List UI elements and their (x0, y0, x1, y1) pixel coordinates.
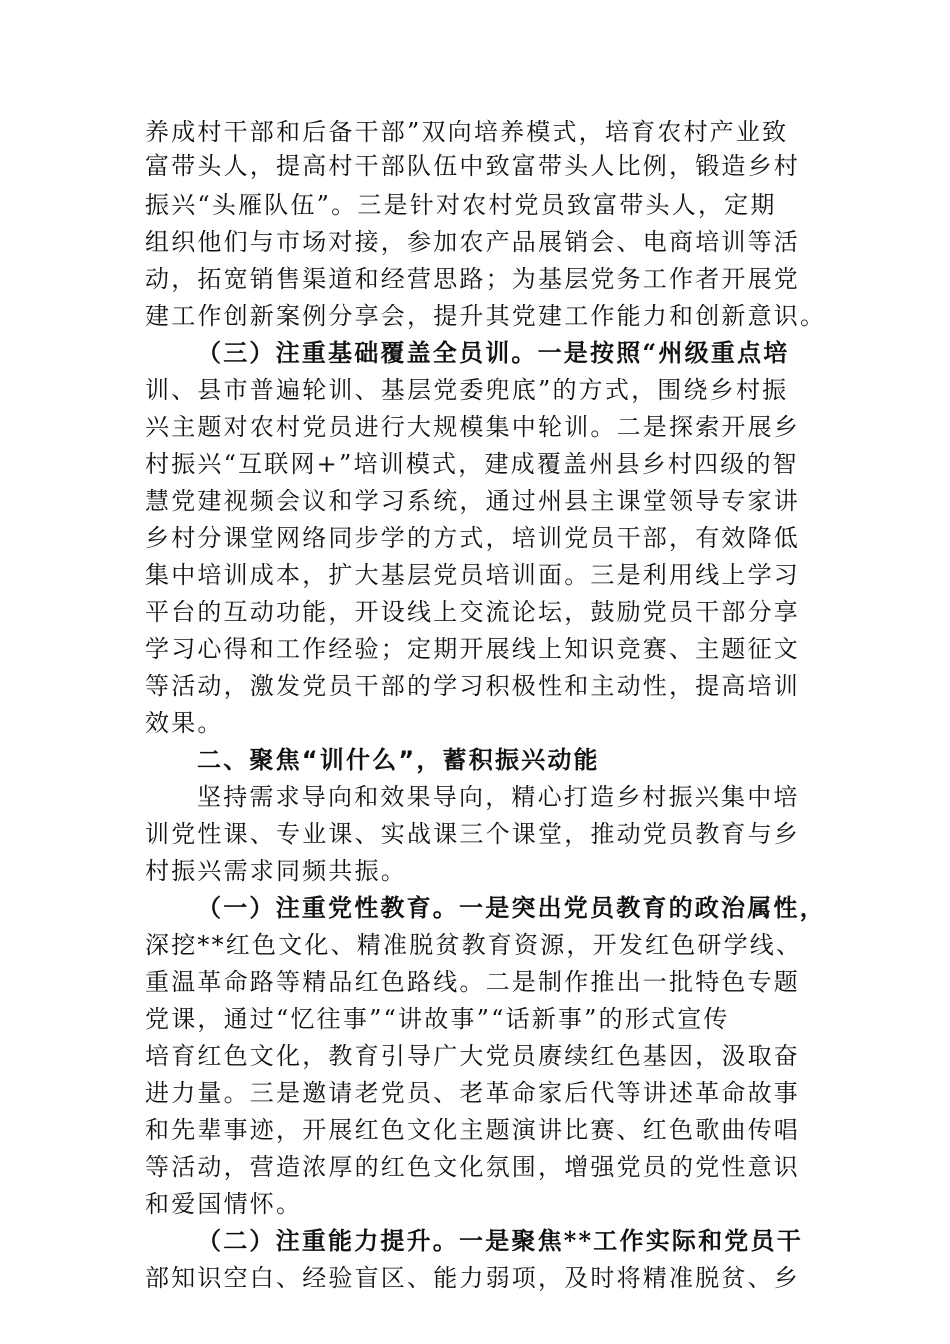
section-lead-line: （一）注重党性教育。一是突出党员教育的政治属性， (197, 893, 826, 922)
text-line: 平台的互动功能，开设线上交流论坛，鼓励党员干部分享 (145, 598, 800, 626)
text-line: 效果。 (145, 709, 224, 737)
section-heading: 二、聚焦“训什么”，蓄积振兴动能 (197, 746, 600, 774)
text-line: 培育红色文化，教育引导广大党员赓续红色基因，汲取奋 (145, 1042, 800, 1070)
section-lead-line: （三）注重基础覆盖全员训。一是按照“州级重点培 (197, 338, 790, 367)
text-line: 组织他们与市场对接，参加农产品展销会、电商培训等活 (145, 228, 800, 256)
text-line: 等活动，激发党员干部的学习积极性和主动性，提高培训 (145, 672, 800, 700)
text-line: 村振兴“互联网+”培训模式，建成覆盖州县乡村四级的智 (145, 450, 799, 478)
text-line: 动，拓宽销售渠道和经营思路；为基层党务工作者开展党 (145, 265, 800, 293)
text-line: 训、县市普遍轮训、基层党委兜底”的方式，围绕乡村振 (145, 376, 789, 404)
text-line: 和先辈事迹，开展红色文化主题演讲比赛、红色歌曲传唱 (145, 1116, 800, 1144)
text-line: 和爱国情怀。 (145, 1190, 303, 1218)
text-line: 重温革命路等精品红色路线。二是制作推出一批特色专题 (145, 968, 800, 996)
text-line: 坚持需求导向和效果导向，精心打造乡村振兴集中培 (197, 783, 800, 811)
text-line: 进力量。三是邀请老党员、老革命家后代等讲述革命故事 (145, 1079, 800, 1107)
text-line: 集中培训成本，扩大基层党员培训面。三是利用线上学习 (145, 561, 800, 589)
text-line: 建工作创新案例分享会，提升其党建工作能力和创新意识。 (145, 302, 827, 330)
section-lead-line: （二）注重能力提升。一是聚焦**工作实际和党员干 (197, 1226, 803, 1255)
text-line: 等活动，营造浓厚的红色文化氛围，增强党员的党性意识 (145, 1153, 800, 1181)
text-line: 训党性课、专业课、实战课三个课堂，推动党员教育与乡 (145, 820, 800, 848)
text-line: 振兴“头雁队伍”。三是针对农村党员致富带头人，定期 (145, 191, 777, 219)
text-line: 慧党建视频会议和学习系统，通过州县主课堂领导专家讲 (145, 487, 800, 515)
text-line: 党课，通过“忆往事”“讲故事”“话新事”的形式宣传 (145, 1005, 730, 1033)
text-line: 兴主题对农村党员进行大规模集中轮训。二是探索开展乡 (145, 413, 800, 441)
text-line: 乡村分课堂网络同步学的方式，培训党员干部，有效降低 (145, 524, 800, 552)
text-line: 富带头人，提高村干部队伍中致富带头人比例，锻造乡村 (145, 152, 800, 180)
text-line: 深挖**红色文化、精准脱贫教育资源，开发红色研学线、 (145, 931, 803, 959)
text-line: 学习心得和工作经验；定期开展线上知识竞赛、主题征文 (145, 635, 800, 663)
text-line: 部知识空白、经验盲区、能力弱项，及时将精准脱贫、乡 (145, 1264, 800, 1292)
text-line: 村振兴需求同频共振。 (145, 857, 407, 885)
text-line: 养成村干部和后备干部”双向培养模式，培育农村产业致 (145, 118, 789, 146)
